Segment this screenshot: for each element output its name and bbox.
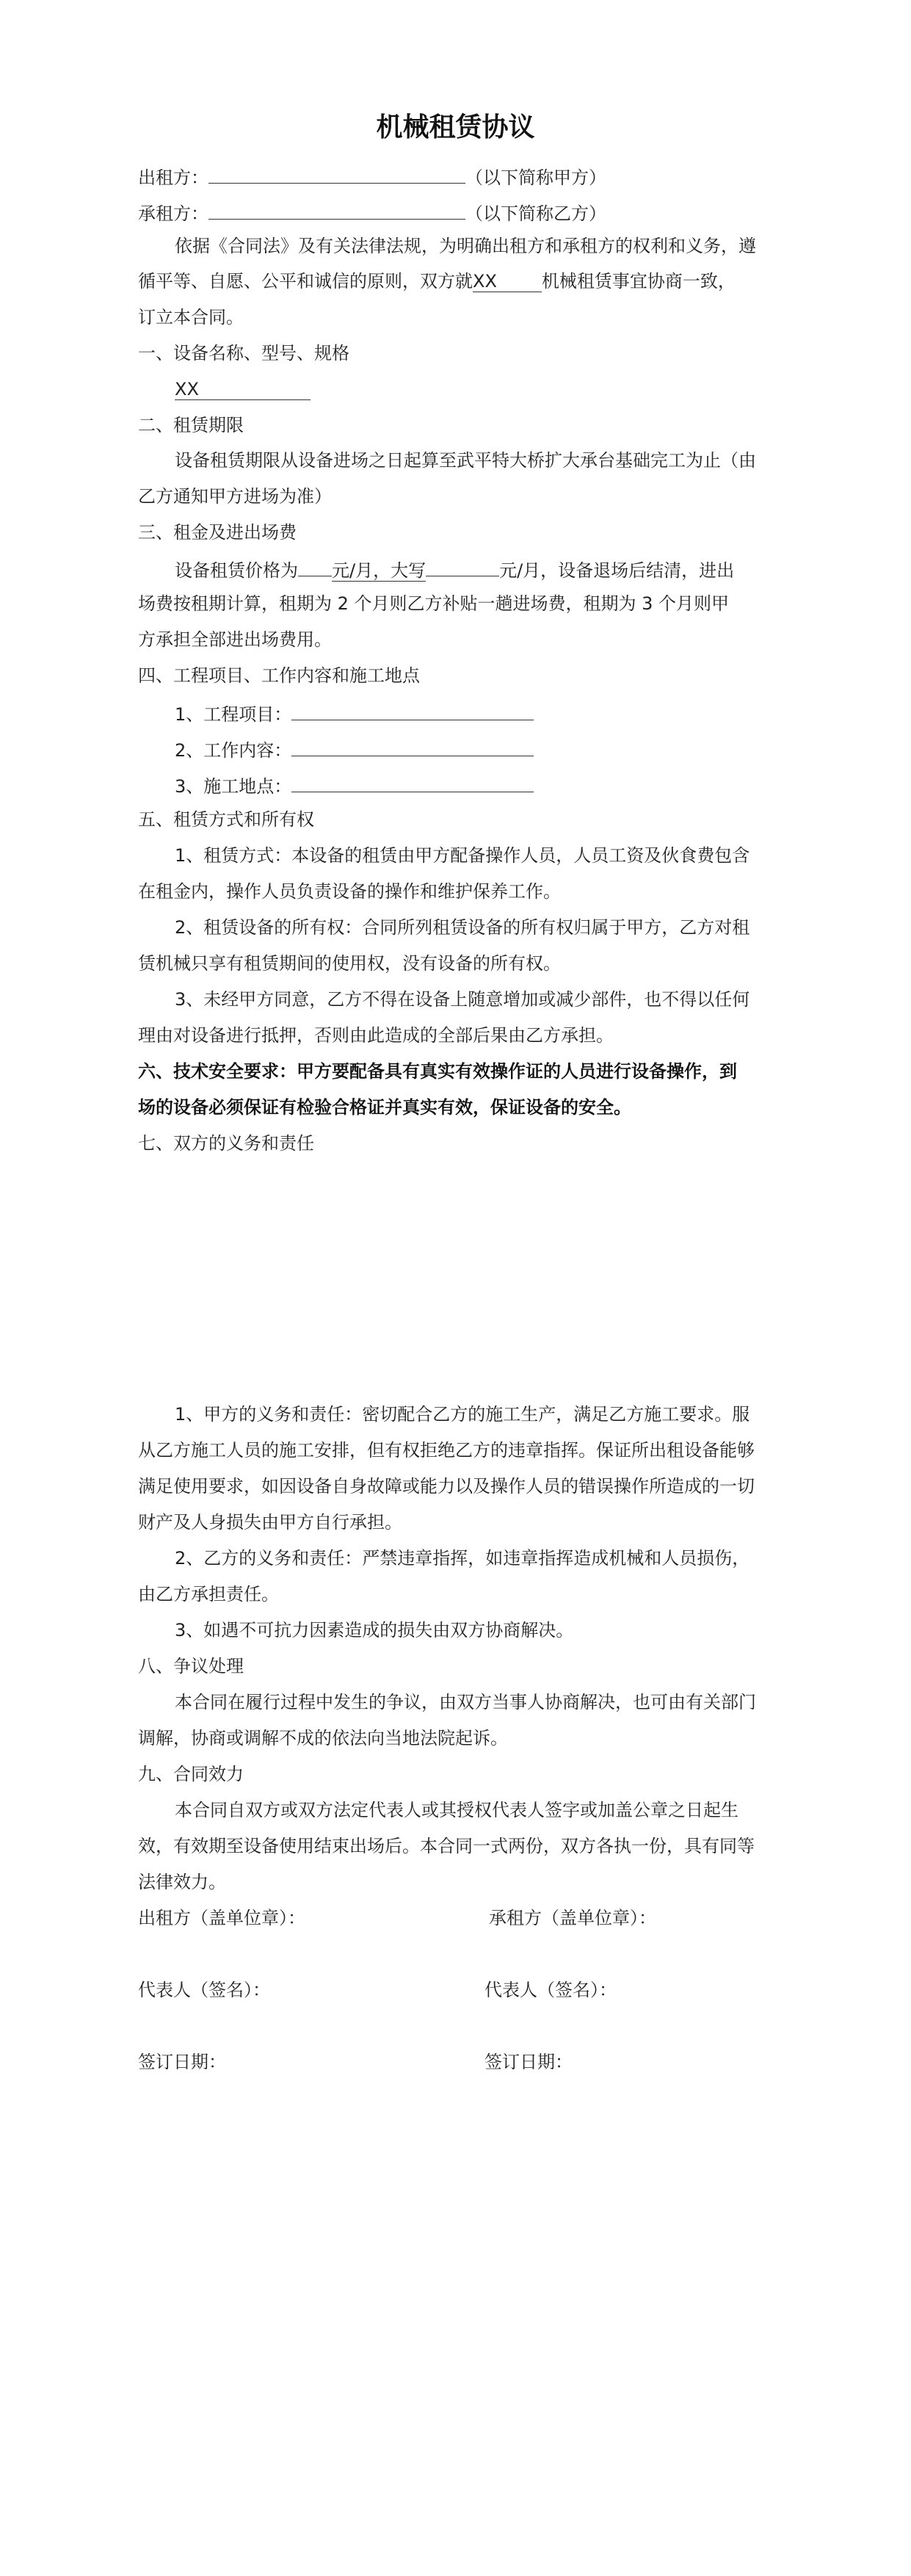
equipment-spec-line (175, 379, 311, 400)
section-1-heading: 一、设备名称、型号、规格 (138, 343, 349, 363)
s6-line-2: 场的设备必须保证有检验合格证并真实有效，保证设备的安全。 (138, 1097, 631, 1118)
equipment-placeholder: XX (473, 271, 497, 292)
section-9-heading: 九、合同效力 (138, 1764, 244, 1784)
rent-amount-blank[interactable] (298, 557, 332, 576)
lessor-seal-label: 出租方（盖单位章）： (138, 1908, 305, 1928)
s9-line-2: 效，有效期至设备使用结束出场后。本合同一式两份，双方各执一份，具有同等 (138, 1836, 755, 1856)
section-4-heading: 四、工程项目、工作内容和施工地点 (138, 665, 420, 686)
lease-term-line-1: 设备租赁期限从设备进场之日起算至武平特大桥扩大承台基础完工为止（由 (175, 450, 756, 471)
project-item-line (175, 701, 534, 726)
equipment-spec-value: XX (175, 379, 199, 399)
s8-line-1: 本合同在履行过程中发生的争议，由双方当事人协商解决，也可由有关部门 (175, 1692, 756, 1712)
rent-line-1 (175, 557, 734, 582)
lessor-name-blank[interactable] (208, 164, 465, 184)
s7-p1-line-2: 从乙方施工人员的施工安排，但有权拒绝乙方的违章指挥。保证所出租设备能够 (138, 1440, 755, 1461)
lessee-rep-label: 代表人（签名）： (484, 1980, 617, 2000)
s7-p2-line-2: 由乙方承担责任。 (138, 1584, 279, 1604)
s7-p2-line-1: 2、乙方的义务和责任：严禁违章指挥，如违章指挥造成机械和人员损伤， (175, 1548, 750, 1569)
section-3-heading: 三、租金及进出场费 (138, 522, 297, 543)
lessee-name-blank[interactable] (208, 200, 465, 220)
lessor-date-label: 签订日期： (138, 2052, 226, 2072)
s8-line-2: 调解，协商或调解不成的依法向当地法院起诉。 (138, 1728, 508, 1748)
rent-line-2: 场费按租期计算，租期为 2 个月则乙方补贴一趟进场费，租期为 3 个月则甲 (138, 593, 730, 614)
s7-p1-line-3: 满足使用要求，如因设备自身故障或能力以及操作人员的错误操作所造成的一切 (138, 1476, 755, 1497)
site-location-blank[interactable] (291, 773, 534, 792)
work-content-blank[interactable] (291, 737, 534, 756)
s9-line-1: 本合同自双方或双方法定代表人或其授权代表人签字或加盖公章之日起生 (175, 1800, 738, 1820)
s5-p2-line-1: 2、租赁设备的所有权：合同所列租赁设备的所有权归属于甲方，乙方对租 (175, 917, 750, 938)
s6-line-1: 六、技术安全要求：甲方要配备具有真实有效操作证的人员进行设备操作，到 (138, 1061, 737, 1082)
site-location-line (175, 773, 534, 797)
lessee-line (138, 200, 606, 225)
section-5-heading: 五、租赁方式和所有权 (138, 809, 314, 830)
lessee-seal-label: 承租方（盖单位章）： (489, 1908, 656, 1928)
intro-text: 机械租赁事宜协商一致， (541, 271, 736, 292)
intro-line-3: 订立本合同。 (138, 307, 244, 328)
s5-p1-line-1: 1、租赁方式：本设备的租赁由甲方配备操作人员，人员工资及伙食费包含 (175, 845, 750, 866)
lessee-suffix: （以下简称乙方） (465, 203, 606, 225)
s9-line-3: 法律效力。 (138, 1872, 226, 1892)
s5-p2-line-2: 赁机械只享有租赁期间的使用权，没有设备的所有权。 (138, 953, 561, 974)
lessor-label: 出租方： (138, 167, 208, 189)
project-item-blank[interactable] (291, 701, 534, 720)
rent-text-tail: 元/月，设备退场后结清，进出 (499, 560, 735, 582)
work-content-label: 2、工作内容： (175, 740, 292, 761)
lessee-date-label: 签订日期： (484, 2052, 573, 2072)
lessor-suffix: （以下简称甲方） (465, 167, 606, 189)
section-7-heading: 七、双方的义务和责任 (138, 1133, 314, 1154)
lessor-rep-label: 代表人（签名）： (138, 1980, 270, 2000)
intro-line-1: 依据《合同法》及有关法律法规，为明确出租方和承租方的权利和义务，遵 (175, 236, 756, 256)
intro-line-2 (138, 271, 736, 292)
section-2-heading: 二、租赁期限 (138, 415, 244, 435)
s7-p1-line-1: 1、甲方的义务和责任：密切配合乙方的施工生产，满足乙方施工要求。服 (175, 1404, 750, 1425)
rent-text (499, 560, 734, 581)
lease-term-line-2: 乙方通知甲方进场为准） (138, 486, 332, 507)
document-title: 机械租赁协议 (376, 112, 535, 142)
rent-text: 设备租赁价格为 (175, 560, 298, 582)
work-content-line (175, 737, 534, 761)
section-8-heading: 八、争议处理 (138, 1656, 244, 1676)
site-location-label: 3、施工地点： (175, 776, 292, 797)
intro-text: 循平等、自愿、公平和诚信的原则，双方就 (138, 271, 473, 292)
s5-p1-line-2: 在租金内，操作人员负责设备的操作和维护保养工作。 (138, 881, 561, 902)
project-item-label: 1、工程项目： (175, 704, 292, 726)
s7-p1-line-4: 财产及人身损失由甲方自行承担。 (138, 1512, 402, 1533)
rent-unit: 元/月，大写 (332, 560, 427, 582)
equipment-spec-blank[interactable] (175, 379, 311, 400)
rent-line-3: 方承担全部进出场费用。 (138, 629, 332, 650)
lessor-line (138, 164, 606, 189)
lessee-label: 承租方： (138, 203, 208, 225)
s5-p3-line-1: 3、未经甲方同意，乙方不得在设备上随意增加或减少部件，也不得以任何 (175, 989, 750, 1010)
s5-p3-line-2: 理由对设备进行抵押，否则由此造成的全部后果由乙方承担。 (138, 1025, 614, 1046)
rent-amount-words-blank[interactable] (426, 557, 499, 576)
equipment-blank[interactable] (473, 271, 542, 292)
s7-p3: 3、如遇不可抗力因素造成的损失由双方协商解决。 (175, 1620, 574, 1640)
